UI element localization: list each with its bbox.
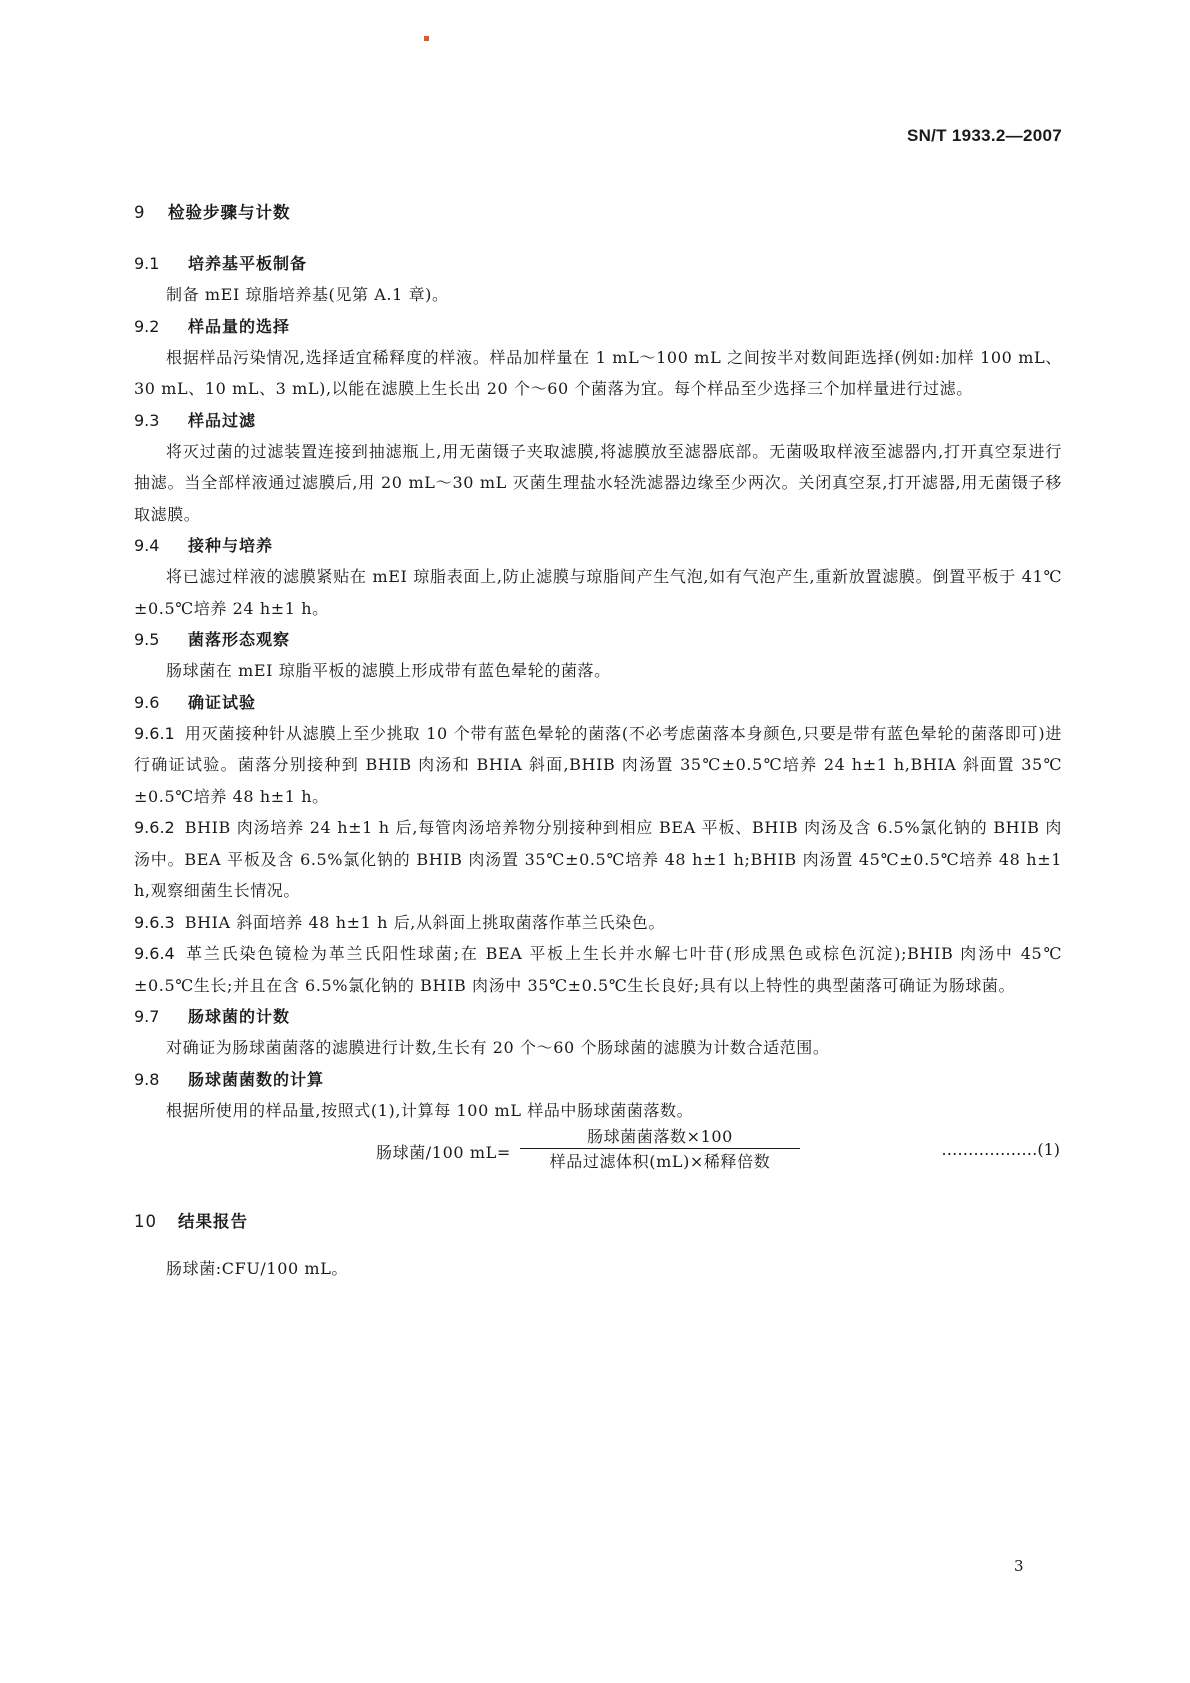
- section-9-4-heading: [134, 530, 1062, 561]
- section-title: 结果报告: [178, 1212, 248, 1231]
- clause-9-6-4: [134, 938, 1062, 1001]
- section-9-5-heading: [134, 624, 1062, 655]
- section-number: 9.4: [134, 536, 160, 555]
- section-title: 肠球菌菌数的计算: [188, 1069, 325, 1089]
- section-title: 培养基平板制备: [188, 254, 308, 273]
- formula-lhs: 肠球菌/100 mL=: [376, 1143, 511, 1162]
- clause-text: 革兰氏染色镜检为革兰氏阳性球菌;在 BEA 平板上生长并水解七叶苷(形成黑色或棕色沉淀);BHIB 肉汤中 45℃±0.5℃生长;并且在含 6.5%氯化钠的 BHIB 肉汤中 35℃±0.5℃生长良好;具有以上特性的典型菌落可确证为肠球菌。: [134, 944, 1062, 995]
- section-number: 9.3: [134, 410, 160, 430]
- section-title: 检验步骤与计数: [168, 203, 291, 222]
- section-title: 菌落形态观察: [188, 630, 291, 649]
- section-9-8-heading: [134, 1064, 1062, 1095]
- section-9-7-heading: [134, 1001, 1062, 1032]
- section-9-2-heading: [134, 311, 1062, 342]
- section-9-1-heading: [134, 248, 1062, 279]
- formula-numerator: 肠球菌菌落数×100: [520, 1126, 800, 1149]
- paragraph: 对确证为肠球菌菌落的滤膜进行计数,生长有 20 个～60 个肠球菌的滤膜为计数合适范围。: [166, 1038, 830, 1057]
- clause-text: BHIB 肉汤培养 24 h±1 h 后,每管肉汤培养物分别接种到相应 BEA 平板、BHIB 肉汤及含 6.5%氯化钠的 BHIB 肉汤中。BEA 平板及含 6.5%氯化钠的 BHIB 肉汤置 35℃±0.5℃培养 48 h±1 h;BHIB 肉汤置 45℃±0.5℃培养 48 h±1 h,观察细菌生长情况。: [134, 818, 1062, 900]
- clause-number: 9.6.2: [134, 818, 175, 837]
- section-9-6-heading: [134, 687, 1062, 718]
- clause-text: BHIA 斜面培养 48 h±1 h 后,从斜面上挑取菌落作革兰氏染色。: [184, 912, 665, 932]
- section-number: 9.7: [134, 1007, 160, 1026]
- formula-denominator: 样品过滤体积(mL)×稀释倍数: [549, 1152, 771, 1171]
- section-number: 9.6: [134, 692, 160, 712]
- section-9-3-heading: [134, 405, 1062, 436]
- clause-text: 用灭菌接种针从滤膜上至少挑取 10 个带有蓝色晕轮的菌落(不必考虑菌落本身颜色,只要是带有蓝色晕轮的菌落即可)进行确证试验。菌落分别接种到 BHIB 肉汤和 BHIA 斜面,BHIB 肉汤置 35℃±0.5℃培养 24 h±1 h,BHIA 斜面置 35℃±0.5℃培养 48 h±1 h。: [134, 723, 1062, 806]
- section-number: 9: [134, 203, 146, 222]
- document-body: [134, 197, 1062, 1285]
- standard-code: SN/T 1933.2—2007: [906, 126, 1062, 145]
- formula-number: ………………(1): [941, 1140, 1060, 1159]
- section-9-heading: [134, 197, 1062, 228]
- paragraph: 制备 mEI 琼脂培养基(见第 A.1 章)。: [166, 285, 449, 304]
- page-number: 3: [1014, 1557, 1024, 1575]
- section-title: 样品过滤: [188, 410, 257, 430]
- section-number: 9.5: [134, 630, 160, 649]
- clause-9-6-3: [134, 907, 1062, 939]
- clause-9-6-1: [134, 718, 1062, 813]
- formula-fraction: [520, 1126, 800, 1173]
- clause-number: 9.6.3: [134, 912, 175, 932]
- orange-mark: [424, 36, 429, 41]
- section-number: 10: [134, 1212, 157, 1231]
- clause-number: 9.6.4: [134, 944, 175, 963]
- formula-1: [134, 1126, 1062, 1182]
- clause-9-6-2: [134, 812, 1062, 907]
- paragraph: 将已滤过样液的滤膜紧贴在 mEI 琼脂表面上,防止滤膜与琼脂间产生气泡,如有气泡产生,重新放置滤膜。倒置平板于 41℃±0.5℃培养 24 h±1 h。: [134, 567, 1062, 618]
- paragraph: 根据样品污染情况,选择适宜稀释度的样液。样品加样量在 1 mL～100 mL 之间按半对数间距选择(例如:加样 100 mL、30 mL、10 mL、3 mL),以能在滤膜上生长出 20 个～60 个菌落为宜。每个样品至少选择三个加样量进行过滤。: [134, 347, 1062, 398]
- section-number: 9.2: [134, 316, 160, 336]
- section-title: 肠球菌的计数: [188, 1007, 291, 1026]
- section-title: 接种与培养: [188, 536, 274, 555]
- paragraph: 将灭过菌的过滤装置连接到抽滤瓶上,用无菌镊子夹取滤膜,将滤膜放至滤器底部。无菌吸取样液至滤器内,打开真空泵进行抽滤。当全部样液通过滤膜后,用 20 mL～30 mL 灭菌生理盐水轻洗滤器边缘至少两次。关闭真空泵,打开滤器,用无菌镊子移取滤膜。: [134, 441, 1062, 524]
- section-number: 9.1: [134, 254, 160, 273]
- section-title: 确证试验: [188, 692, 257, 712]
- section-number: 9.8: [134, 1069, 160, 1089]
- section-10-heading: [134, 1206, 1062, 1237]
- paragraph: 肠球菌在 mEI 琼脂平板的滤膜上形成带有蓝色晕轮的菌落。: [166, 661, 611, 680]
- section-title: 样品量的选择: [188, 316, 291, 336]
- paragraph: 根据所使用的样品量,按照式(1),计算每 100 mL 样品中肠球菌菌落数。: [166, 1100, 694, 1120]
- clause-number: 9.6.1: [134, 723, 175, 743]
- paragraph: 肠球菌:CFU/100 mL。: [166, 1259, 349, 1278]
